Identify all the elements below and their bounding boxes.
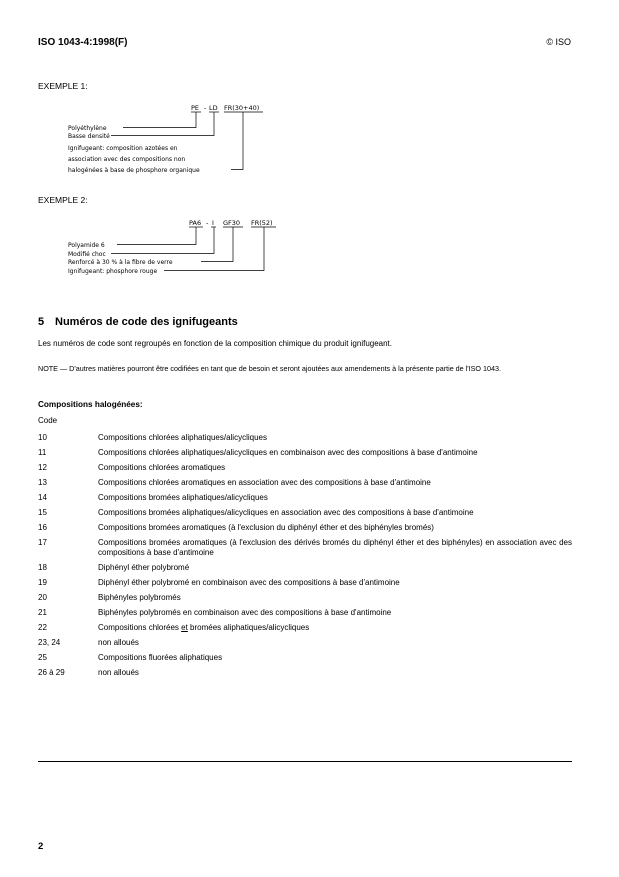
document-id: ISO 1043-4:1998(F) (38, 37, 128, 48)
row-code: 13 (38, 478, 47, 487)
ex1-annotation-fr-line2: association avec des compositions non (68, 156, 186, 163)
copyright-notice: © ISO (546, 37, 571, 47)
row-description: Compositions bromées aliphatiques/alicycliques (98, 493, 268, 502)
table-row (38, 578, 572, 588)
row-code: 25 (38, 653, 47, 662)
ex2-code-i: I (212, 219, 214, 227)
table-row (38, 638, 572, 648)
table-row (38, 668, 572, 678)
ex1-code-fr: FR(30+40) (224, 104, 260, 112)
row-code: 16 (38, 523, 47, 532)
row-code: 20 (38, 593, 47, 602)
row-code: 10 (38, 433, 47, 442)
ex2-code-gf30: GF30 (223, 219, 241, 227)
table-row (38, 433, 572, 443)
row-code: 21 (38, 608, 47, 617)
row-description-pre: Compositions chlorées (98, 623, 182, 632)
ex2-annotation-polymer: Polyamide 6 (68, 242, 105, 249)
row-code: 11 (38, 448, 47, 457)
table-row (38, 508, 572, 518)
row-description: Compositions bromées aliphatiques/alicycliques en association avec des compositions à base d'antimoine (98, 508, 474, 517)
row-description: Diphényl éther polybromé (98, 563, 190, 572)
example-2-label: EXEMPLE 2: (38, 195, 88, 205)
table-row (38, 463, 572, 473)
section-heading (38, 316, 238, 328)
ex1-annotation-density: Basse densité (68, 133, 110, 140)
row-code: 23, 24 (38, 638, 61, 647)
row-description: Compositions chlorées aliphatiques/alicycliques en combinaison avec des compositions à base d'antimoine (98, 448, 478, 457)
section-number: 5 (38, 316, 45, 328)
section-intro: Les numéros de code sont regroupés en fonction de la composition chimique du produit ignifugeant. (38, 339, 393, 348)
ex2-code-dash: - (206, 219, 209, 227)
row-description-underlined: et (181, 623, 188, 632)
ex1-code-dash: - (204, 104, 207, 112)
ex2-annotation-reinforcement: Renforcé à 30 % à la fibre de verre (68, 259, 173, 266)
table-bottom-rule (38, 761, 572, 762)
table-row (38, 623, 572, 633)
example-1-label: EXEMPLE 1: (38, 81, 88, 91)
table-row (38, 653, 572, 663)
table-row (38, 608, 572, 618)
table-row (38, 563, 572, 573)
table-row (38, 448, 572, 458)
ex1-annotation-fr-line3: halogénées à base de phosphore organique (68, 167, 200, 174)
row-description: Compositions chlorées aliphatiques/alicycliques (98, 433, 267, 442)
row-description: non alloués (98, 668, 139, 677)
row-code: 19 (38, 578, 47, 587)
ex1-code-pe: PE (191, 104, 200, 112)
ex1-code-ld: LD (209, 104, 218, 112)
page-number: 2 (38, 841, 44, 852)
table-row (38, 523, 572, 533)
table-row (38, 493, 572, 503)
halogenated-subheading: Compositions halogénées: (38, 400, 143, 409)
table-row (38, 478, 572, 488)
row-code: 12 (38, 463, 47, 472)
example-2-diagram (0, 0, 619, 300)
row-description: non alloués (98, 638, 139, 647)
row-description: Compositions bromées aromatiques (à l'exclusion du diphényl éther et des biphényles bromés) (98, 523, 434, 532)
row-description: Compositions chlorées aromatiques (98, 463, 226, 472)
row-description: Compositions chlorées aromatiques en association avec des compositions à base d'antimoine (98, 478, 431, 487)
ex1-annotation-polymer: Polyéthylène (68, 125, 107, 132)
row-description-post: bromées aliphatiques/alicycliques (187, 623, 310, 632)
row-description: Diphényl éther polybromé en combinaison avec des compositions à base d'antimoine (98, 578, 400, 587)
code-column-header: Code (38, 416, 58, 425)
section-note: NOTE — D'autres matières pourront être codifiées en tant que de besoin et seront ajoutées aux amendements à la présente partie de l'ISO 1043. (38, 364, 502, 373)
row-description: Biphényles polybromés (98, 593, 181, 602)
ex2-code-fr: FR(52) (251, 219, 273, 227)
ex2-annotation-fr: Ignifugeant: phosphore rouge (68, 268, 158, 275)
row-description (98, 623, 572, 633)
row-code: 15 (38, 508, 47, 517)
row-code: 18 (38, 563, 47, 572)
row-code: 14 (38, 493, 47, 502)
ex1-annotation-fr-line1: Ignifugeant: composition azotées en (68, 145, 178, 152)
row-description: Compositions fluorées aliphatiques (98, 653, 223, 662)
row-code: 26 à 29 (38, 668, 65, 677)
ex2-code-pa6: PA6 (189, 219, 202, 227)
section-title: Numéros de code des ignifugeants (55, 316, 238, 328)
ex2-annotation-impact: Modifié choc (68, 251, 106, 258)
table-row (38, 538, 572, 558)
row-code: 17 (38, 538, 47, 547)
row-code: 22 (38, 623, 47, 632)
row-description: Compositions bromées aromatiques (à l'exclusion des dérivés bromés du diphényl éther et des biphényles) en association avec des compositions à base d'antimoine (98, 538, 572, 557)
code-table (38, 433, 572, 683)
row-description: Biphényles polybromés en combinaison avec des compositions à base d'antimoine (98, 608, 392, 617)
table-row (38, 593, 572, 603)
